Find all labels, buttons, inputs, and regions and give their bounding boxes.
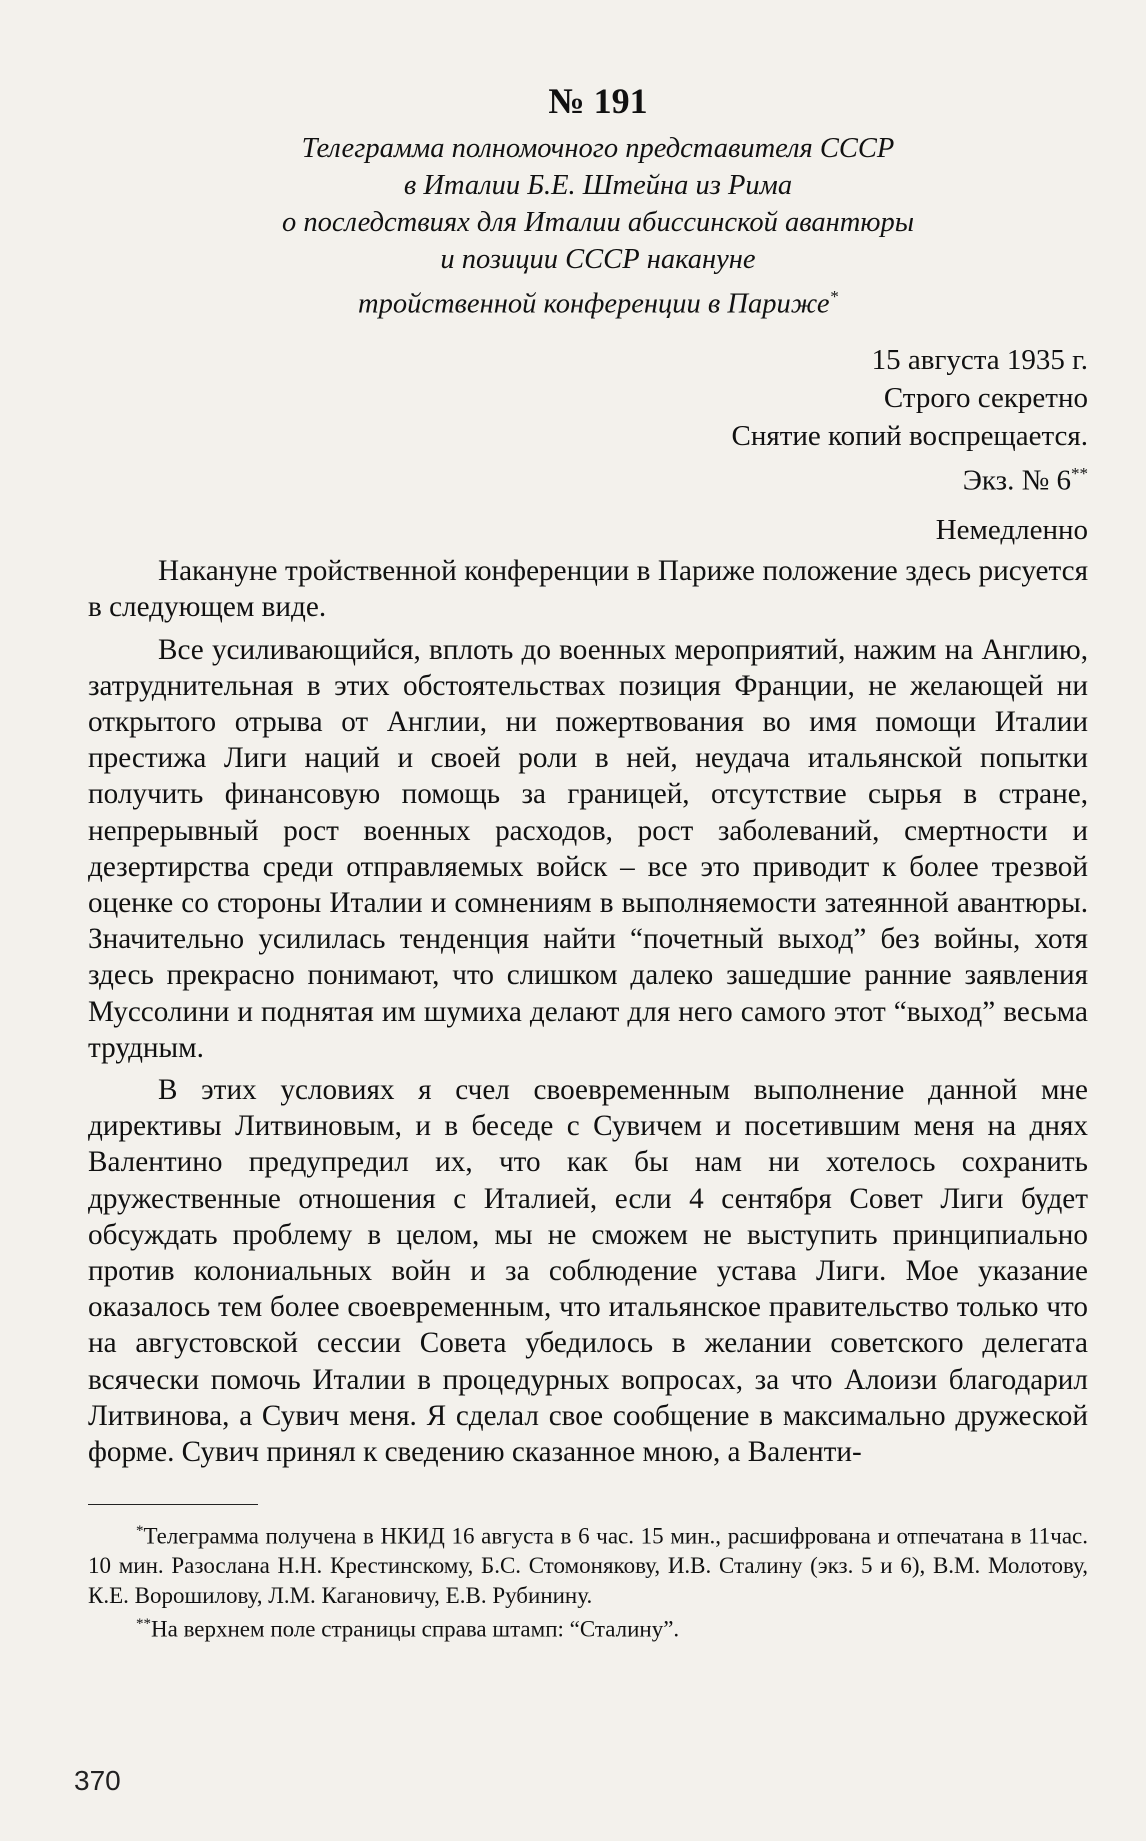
footnote-1-mark: * xyxy=(136,1523,144,1540)
footnote-1 xyxy=(88,1517,1088,1610)
footnotes xyxy=(88,1517,1088,1644)
footnote-2-mark: ** xyxy=(136,1616,151,1633)
document-title xyxy=(88,130,1088,323)
title-footnote-mark: * xyxy=(829,287,839,306)
footnote-1-text: Телеграмма получена в НКИД 16 августа в 6 час. 15 мин., расшифрована и отпечатана в 11час. 10 мин. Разослана Н.Н. Крестинскому, Б.С. Стомонякову, И.В. Сталину (экз. 5 и 6), В.М. Молотову, К.Е. Ворошилову, Л.М. Кагановичу, Е.В. Рубинину. xyxy=(88,1523,1088,1608)
footnote-2 xyxy=(88,1610,1088,1644)
paragraph-3: В этих условиях я счел своевременным выполнение данной мне директивы Литвиновым, и в беседе с Сувичем и посетившим меня на днях Валентино предупредил их, что как бы нам ни хотелось сохранить дружественные отношения с Италией, если 4 сентября Совет Лиги будет обсуждать проблему в целом, мы не сможем не выступить принципиально против колониальных войн и за соблюдение устава Лиги. Мое указание оказалось тем более своевременным, что итальянское правительство только что на августовской сессии Совета убедилось в желании советского делегата всячески помочь Италии в процедурных вопросах, за что Алоизи благодарил Литвинова, а Сувич меня. Я сделал свое сообщение в максимально дружеской форме. Сувич принял к сведению сказанное мною, а Валенти- xyxy=(88,1074,1088,1469)
title-line-1: Телеграмма полномочного представителя СССР xyxy=(301,133,895,164)
document-page xyxy=(88,80,1088,1645)
secrecy-label: Строго секретно xyxy=(883,381,1088,414)
footnote-2-text: На верхнем поле страницы справа штамп: “Сталину”. xyxy=(151,1617,680,1643)
document-date: 15 августа 1935 г. xyxy=(871,343,1088,376)
document-number: № 191 xyxy=(548,81,648,121)
title-line-5 xyxy=(108,278,1088,323)
page-number: 370 xyxy=(74,1765,121,1796)
title-line-5-text: тройственной конференции в Париже xyxy=(357,288,830,320)
urgency-label: Немедленно xyxy=(935,514,1088,547)
paragraph-2: Все усиливающийся, вплоть до военных мероприятий, нажим на Англию, затруднительная в этих обстоятельствах позиция Франции, не желающей ни открытого отрыва от Англии, ни пожертвования во имя помощи Италии престижа Лиги наций и своей роли в ней, неудача итальянской попытки получить финансовую помощь за границей, отсутствие сырья в стране, непрерывный рост военных расходов, рост заболеваний, смертности и дезертирства среди отправляемых войск – все это приводит к более трезвой оценке со стороны Италии и сомнениям в выполняемости затеянной авантюры. Значительно усилилась тенденция найти “почетный выход” без войны, хотя здесь прекрасно понимают, что слишком далеко зашедшие ранние заявления Муссолини и поднятая им шумиха делают для него самого этот “выход” весьма трудным. xyxy=(88,633,1088,1064)
copy-ban-label: Снятие копий воспрещается. xyxy=(731,419,1088,452)
title-line-3: о последствиях для Италии абиссинской авантюры xyxy=(281,207,914,238)
paragraph-1: Накануне тройственной конференции в Париже положение здесь рисуется в следующем виде. xyxy=(88,555,1088,624)
copy-footnote-mark: ** xyxy=(1071,463,1088,483)
title-line-4: и позиции СССР накануне xyxy=(440,244,756,275)
document-meta xyxy=(88,341,1088,550)
document-body xyxy=(88,553,1088,1470)
footnote-divider xyxy=(88,1504,258,1505)
copy-number xyxy=(88,455,1088,500)
copy-number-text: Экз. № 6 xyxy=(962,464,1071,497)
title-line-2: в Италии Б.Е. Штейна из Рима xyxy=(403,170,793,201)
